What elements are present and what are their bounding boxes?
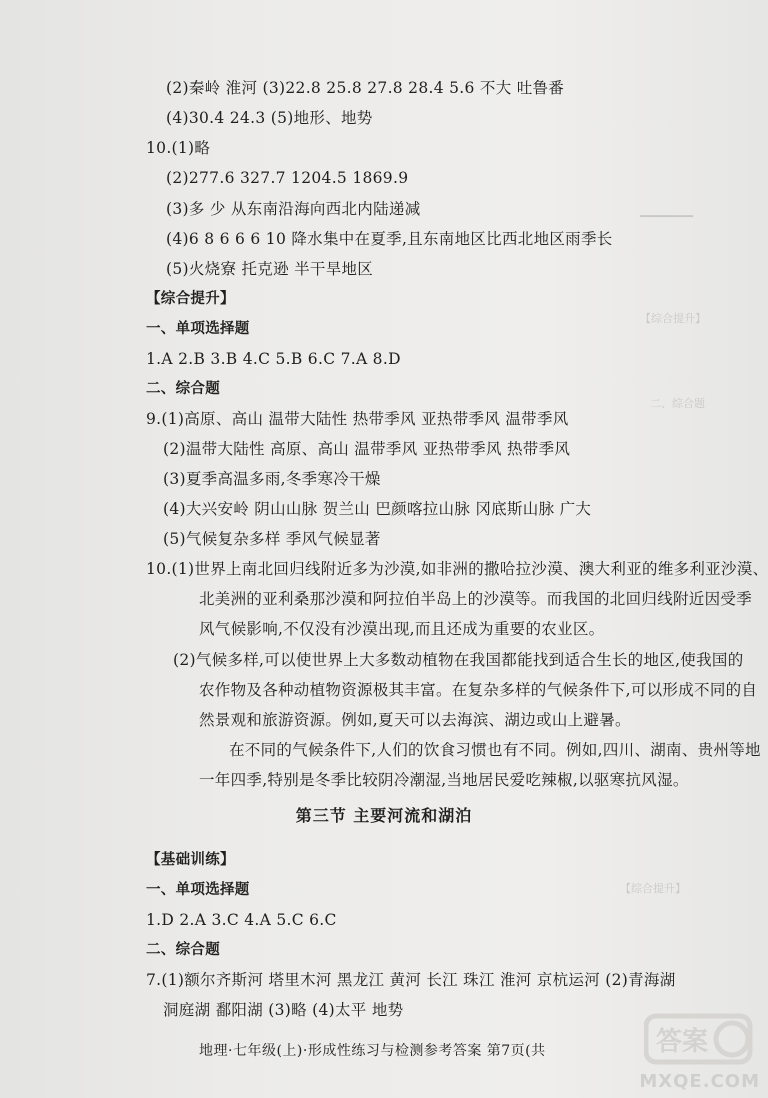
answer-line: 北美洲的亚利桑那沙漠和阿拉伯半岛上的沙漠等。而我国的北回归线附近因受季 bbox=[199, 590, 753, 608]
answer-line: 1.A 2.B 3.B 4.C 5.B 6.C 7.A 8.D bbox=[146, 350, 401, 368]
question-type-heading: 二、综合题 bbox=[146, 381, 220, 397]
question-type-heading: 一、单项选择题 bbox=[146, 882, 250, 898]
answer-line: 农作物及各种动植物资源极其丰富。在复杂多样的气候条件下,可以形成不同的自 bbox=[199, 681, 758, 699]
watermark-logo bbox=[640, 1010, 760, 1092]
answer-line: 风气候影响,不仅没有沙漠出现,而且还成为重要的农业区。 bbox=[199, 620, 605, 638]
question-type-heading: 一、单项选择题 bbox=[146, 321, 250, 337]
page-footer: 地理·七年级(上)·形成性练习与检测参考答案 第7页(共 bbox=[199, 1043, 546, 1059]
answer-line: (5)火烧寮 托克逊 半干旱地区 bbox=[166, 260, 374, 278]
answer-line: (4)6 8 6 6 6 10 降水集中在夏季,且东南地区比西北地区雨季长 bbox=[166, 230, 613, 248]
answer-line: 10.(1)世界上南北回归线附近多为沙漠,如非洲的撒哈拉沙漠、澳大利亚的维多利亚沙漠、 bbox=[146, 560, 768, 578]
watermark-url: MXQE.COM bbox=[639, 1071, 760, 1092]
answer-line: (3)多 少 从东南沿海向西北内陆递减 bbox=[166, 200, 421, 218]
answer-line: 然景观和旅游资源。例如,夏天可以去海滨、湖边或山上避暑。 bbox=[199, 711, 631, 729]
answer-line: (2)气候多样,可以使世界上大多数动植物在我国都能找到适合生长的地区,使我国的 bbox=[173, 651, 744, 669]
svg-text:答案: 答案 bbox=[656, 1027, 709, 1057]
bleed-through: ━━━━━━━━ bbox=[640, 210, 693, 223]
section-tag: 【基础训练】 bbox=[146, 852, 235, 868]
answer-line: 在不同的气候条件下,人们的饮食习惯也有不同。例如,四川、湖南、贵州等地 bbox=[229, 741, 761, 759]
bleed-through: 二、综合题 bbox=[650, 397, 705, 410]
answer-line: 一年四季,特别是冬季比较阴冷潮湿,当地居民爱吃辣椒,以驱寒抗风湿。 bbox=[199, 771, 689, 789]
bleed-through: 【综合提升】 bbox=[620, 882, 686, 895]
answer-line: (2)277.6 327.7 1204.5 1869.9 bbox=[166, 169, 409, 187]
answer-line: (5)气候复杂多样 季风气候显著 bbox=[163, 530, 381, 548]
answer-line: (2)温带大陆性 高原、高山 温带季风 亚热带季风 热带季风 bbox=[163, 440, 571, 458]
answer-line: 1.D 2.A 3.C 4.A 5.C 6.C bbox=[146, 911, 337, 929]
section-tag: 【综合提升】 bbox=[146, 291, 235, 307]
answer-line: (3)夏季高温多雨,冬季寒冷干燥 bbox=[163, 470, 381, 488]
answer-line: 9.(1)高原、高山 温带大陆性 热带季风 亚热带季风 温带季风 bbox=[146, 410, 569, 428]
bleed-through: 【综合提升】 bbox=[640, 312, 706, 325]
answer-line: (2)秦岭 淮河 (3)22.8 25.8 27.8 28.4 5.6 不大 吐鲁番 bbox=[166, 79, 565, 97]
question-type-heading: 二、综合题 bbox=[146, 942, 220, 958]
answer-line: 10.(1)略 bbox=[146, 139, 211, 157]
answer-line: 7.(1)额尔齐斯河 塔里木河 黑龙江 黄河 长江 珠江 淮河 京杭运河 (2)青海湖 bbox=[146, 971, 676, 989]
answer-line: 洞庭湖 鄱阳湖 (3)略 (4)太平 地势 bbox=[163, 1001, 404, 1019]
section-title: 第三节 主要河流和湖泊 bbox=[295, 806, 473, 825]
answer-line: (4)大兴安岭 阴山山脉 贺兰山 巴颜喀拉山脉 冈底斯山脉 广大 bbox=[163, 500, 592, 518]
answer-line: (4)30.4 24.3 (5)地形、地势 bbox=[166, 109, 373, 127]
watermark-icon bbox=[644, 1010, 754, 1068]
